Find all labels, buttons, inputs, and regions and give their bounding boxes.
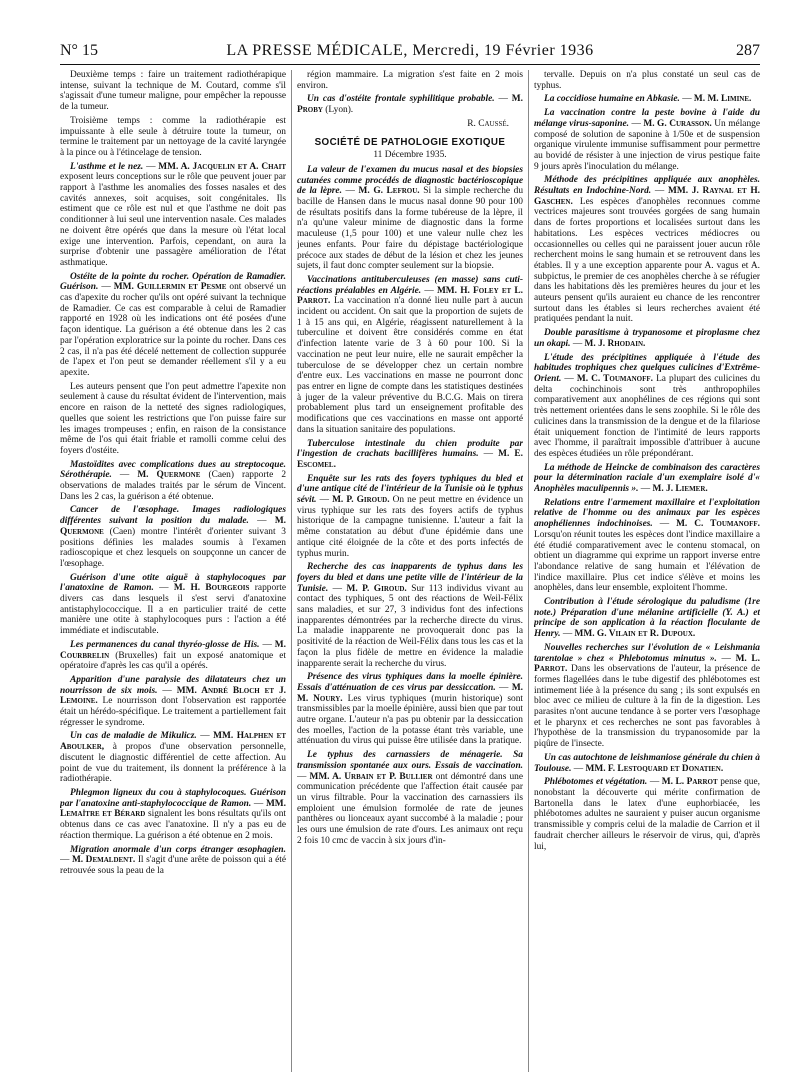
- abstract-entry: Phlegmon ligneux du cou à staphylocoques. Guérison par l'anatoxine anti-staphylococcique de Ramon. — MM. Lemaître et Bérard signalent les bons résultats qu'ils ont obtenus dans ce cas avec l'anatoxine. Il n'y a pas eu de réaction thermique. La guérison a été obtenue en 2 mois.: [60, 788, 286, 841]
- abstract-title: Double parasitisme à trypanosome et piroplasme chez un okapi.: [534, 328, 760, 349]
- abstract-text: ont observé un cas d'apexite du rocher qu'ils ont opéré suivant la technique de Ramadier. Ce cas est comparable à celui de Ramadier rapporté en 1928 où les indications ont été posées d'une façon identique. La guérison a été obtenue dans les 2 cas par l'opération exploratrice sur la pointe du rocher. Dans ces 2 cas, il n'a pas été décelé nettement de collection suppurée de l'apex et l'on peut se demander réellement s'il y a eu apexite.: [60, 282, 286, 378]
- abstract-entry: Recherche des cas inapparents de typhus dans les foyers du bled et dans une petite ville de l'intérieur de la Tunisie. — M. P. Giroud. Sur 113 individus vivant au contact des typhiques, 5 ont des réactions de Weil-Félix sans maladies, et sur 27, 3 individus font des infections inapparentes démontrées par la recherche directe du virus. La maladie inapparente ne provoquerait donc pas la positivité de la réaction de Weil-Félix dans tous les cas et la façon la plus fidèle de mettre en évidence la maladie inapparente serait la recherche du virus.: [297, 562, 523, 669]
- abstract-text: exposent leurs conceptions sur le rôle que peuvent jouer par rapport à l'asthme les anomalies des fosses nasales et des cavités annexes, soit acquises, soit congénitales. Ils estiment que ce rôle est nul et que l'asthme ne doit pas conditionner à lui seul une intervention nasale. Ces malades ne doivent être opérés que dans la mesure où l'état local exige une intervention. Parfois, cependant, on aura la surprise d'obtenir une passagère amélioration de l'état asthmatique.: [60, 172, 286, 268]
- abstract-entry: Un cas autochtone de leishmaniose générale du chien à Toulouse. — MM. F. Lestoquard et Donatien.: [534, 752, 760, 774]
- abstract-authors: MM. Lemaître et Bérard: [60, 798, 286, 820]
- abstract-title: Apparition d'une paralysie des dilatateurs chez un nourrisson de six mois.: [60, 674, 286, 696]
- abstract-authors: M. Proby: [297, 94, 523, 116]
- abstract-text: tervalle. Depuis on n'a plus constaté un seul cas de typhus.: [534, 70, 760, 91]
- abstract-title: Tuberculose intestinale du chien produite par l'ingestion de crachats bacillifères humains.: [297, 438, 523, 460]
- abstract-title: Les permanences du canal thyréo-glosse de His.: [70, 639, 260, 650]
- abstract-authors: M. E. Escomel.: [297, 449, 523, 470]
- paragraph: [534, 70, 760, 91]
- abstract-text: Deuxième temps : faire un traitement radiothérapique intense, suivant la technique de M. Coutard, comme s'il s'agissait d'une tumeur maligne, pour empêcher la repousse de la tumeur.: [60, 70, 286, 113]
- abstract-authors: M. C. Toumanoff.: [576, 373, 653, 384]
- abstract-entry: Cancer de l'œsophage. Images radiologiques différentes suivant la position du malade. — M. Quermone (Caen) montre l'intérêt d'orienter suivant 3 positions définies les malades soumis à l'examen radioscopique et chez lesquels on soupçonne un cancer de l'œsophage.: [60, 505, 286, 569]
- abstract-title: L'étude des précipitines appliquée à l'étude des habitudes trophiques chez quelques culicines d'Extrême-Orient.: [534, 352, 760, 384]
- abstract-text: ont démontré dans une communication précédente que l'affection était causée par un virus filtrable. Pour la vaccination des carnassiers ils emploient une émulsion formolée de rate de jeunes panthères ou lionceaux ayant succombé à la maladie ; pour les ours une émulsion de rate d'ours. Les animaux ont reçu 2 fois 10 cmc de vaccin à six jours d'in-: [297, 771, 523, 846]
- issue-number: N° 15: [60, 42, 98, 59]
- abstract-title: Cancer de l'œsophage. Images radiologiques différentes suivant la position du malade.: [60, 505, 286, 527]
- abstract-authors: MM. André Bloch et J. Lemoine.: [60, 685, 286, 707]
- issue-date: Mercredi, 19 Février 1936: [412, 42, 594, 59]
- abstract-authors: M. L. Parrot: [661, 777, 718, 788]
- abstract-text: à propos d'une observation personnelle, discutent le diagnostic différentiel de cette affection. Au point de vue du traitement, ils donnent la préférence à la radiothérapie.: [60, 742, 286, 785]
- abstract-text: Si la simple recherche du bacille de Hansen dans le mucus nasal donne 90 pour 100 de résultats positifs dans la forme tubéreuse de la lèpre, il n'a qu'une valeur minime de diagnostic dans la forme maculeuse (1,5 pour 100) et une valeur nulle chez les jeunes enfants. Pour faire du dépistage bactériologique précoce aux stades de début de la lésion et chez les jeunes sujets, il faut donc compter seulement sur la biopsie.: [297, 186, 523, 272]
- abstract-authors: M. L. Parrot.: [534, 653, 760, 675]
- abstract-authors: M. Courbrelin: [60, 639, 286, 661]
- paragraph: [297, 70, 523, 91]
- abstract-text: Les espèces d'anophèles reconnues comme vectrices majeures sont trouvées gorgées de sang humain dans de fortes proportions et localisées surtout dans les habitations. Les espèces vectrices médiocres ou occasionnelles ou celles qui ne paraissent jouer aucun rôle recherchent moins le sang humain et se retrouvent dans les étables. Il y a une exception apparente pour A. vagus et A. subpictus, le premier de ces anophèles cherche à se réfugier dans les habitations dès les premières heures du jour et les auteurs pensent qu'ils auraient eu chance de les rencontrer surtout dans les étables si leurs recherches avaient été pratiquées pendant la nuit.: [534, 196, 760, 325]
- abstract-entry: Le typhus des carnassiers de ménagerie. Sa transmission spontanée aux ours. Essais de vaccination. — MM. A. Urbain et P. Bullier ont démontré dans une communication précédente que l'affection était causée par un virus filtrable. Pour la vaccination des carnassiers ils emploient une émulsion formolée de rate de jeunes panthères ou lionceaux ayant succombé à la maladie ; pour les ours une émulsion de rate d'ours. Les animaux ont reçu 2 fois 10 cmc de vaccin à six jours d'in-: [297, 750, 523, 846]
- abstract-authors: MM. J. Raynal et H. Gaschen.: [534, 186, 760, 207]
- abstract-entry: Double parasitisme à trypanosome et piroplasme chez un okapi. — M. J. Rhodain.: [534, 328, 760, 349]
- abstract-entry: Les permanences du canal thyréo-glosse de His. — M. Courbrelin (Bruxelles) fait un exposé anatomique et opératoire d'après les cas qu'il a opérés.: [60, 639, 286, 672]
- abstract-entry: La coccidiose humaine en Abkasie. — M. M. Limine.: [544, 94, 752, 105]
- abstract-entry: Contribution à l'étude sérologique du paludisme (1re note.) Préparation d'une mélanine artificielle (Y. A.) et principe de son application à la réaction floculante de Henry. — MM. G. Vilain et R. Dupoux.: [534, 597, 760, 640]
- abstract-title: Ostéite de la pointe du rocher. Opération de Ramadier. Guérison.: [60, 271, 286, 293]
- page-header: [60, 40, 760, 65]
- abstract-entry: Tuberculose intestinale du chien produite par l'ingestion de crachats bacillifères humains. — M. E. Escomel.: [297, 438, 523, 470]
- abstract-title: Phlegmon ligneux du cou à staphylocoques. Guérison par l'anatoxine anti-staphylococcique de Ramon.: [60, 788, 286, 809]
- abstract-entry: La vaccination contre la peste bovine à l'aide du mélange virus-saponine. — M. G. Curasson. Un mélange composé de solution de saponine à 1/50e et de suspension organique virulente immunise suffisamment pour permettre au bovidé de résister à une injection de virus pestique faite 9 jours après l'inoculation du mélange.: [534, 108, 760, 172]
- abstract-text: Troisième temps : comme la radiothérapie est impuissante à elle seule à détruire toute la tumeur, on termine le traitement par un nettoyage de la cavité laryngée à la pince ou à l'étincelage de tension.: [60, 115, 286, 158]
- abstract-title: Présence des virus typhiques dans la moelle épinière. Essais d'atténuation de ces virus par dessiccation.: [297, 672, 523, 693]
- session-date: 11 Décembre 1935.: [373, 150, 447, 161]
- abstract-authors: MM. A. Jacquelin et A. Chait: [158, 161, 286, 172]
- abstract-title: Un cas d'ostéite frontale syphilitique probable.: [307, 94, 495, 105]
- abstract-entry: Vaccinations antituberculeuses (en masse) sans cuti-réactions préalables en Algérie. — MM. H. Foley et L. Parrot. La vaccination n'a donné lieu nulle part à aucun incident ou accident. On sait que la proportion de sujets de 1 à 15 ans qui, en Algérie, réagissent naturellement à la tuberculine et doivent être considérés comme en état d'infection latente varie de 3 à 60 pour 100. Si la vaccination ne peut leur nuire, elle ne saurait empêcher la tuberculose de se développer chez un certain nombre d'entre eux. Les vaccinations en masse ne pourront donc pas entrer en ligne de compte dans les statistiques destinées à juger de la valeur préventive du B.C.G. Mais on tirera probablement plus tard un enseignement profitable des modifications que ces vaccinations en masse ont apporté dans la situation sanitaire des populations.: [297, 274, 523, 435]
- abstract-authors: M. Quermone: [137, 470, 201, 481]
- abstract-authors: M. H. Bourgeois: [173, 583, 250, 594]
- paragraph: [60, 116, 286, 159]
- section-heading: SOCIÉTÉ DE PATHOLOGIE EXOTIQUE: [314, 136, 506, 148]
- abstract-authors: M. C. Toumanoff.: [676, 519, 760, 530]
- abstract-authors: M. M. Limine.: [693, 94, 752, 105]
- abstract-title: Un cas autochtone de leishmaniose générale du chien à Toulouse.: [534, 752, 760, 774]
- abstract-authors: MM. Guillermin et Pesme: [113, 282, 227, 293]
- abstract-entry: Guérison d'une otite aiguë à staphylocoques par l'anatoxine de Ramon. — M. H. Bourgeois rapporte divers cas dans lesquels il s'est servi d'anatoxine antistaphylococcique. Il a en particulier traité de cette manière une otite à staphylocoques purs : l'action a été immédiate et indiscutable.: [60, 572, 286, 637]
- abstract-text: Sur 113 individus vivant au contact des typhiques, 5 ont des réactions de Weil-Félix sans maladies, et sur 27, 3 individus font des infections inapparentes démontrées par la recherche directe du virus. La maladie inapparente ne provoquerait donc pas la positivité de la réaction de Weil-Félix dans tous les cas et la façon la plus fidèle de mettre en évidence la maladie inapparente serait la recherche du virus.: [297, 583, 523, 669]
- abstract-entry: Mastoïdites avec complications dues au streptocoque. Sérothérapie. — M. Quermone (Caen) rapporte 2 observations de malades traités par le sérum de Vincent. Dans les 2 cas, la guérison a été obtenue.: [60, 459, 286, 502]
- abstract-entry: La méthode de Heincke de combinaison des caractères pour la détermination raciale d'un exemplaire isolé d'« Anophèles maculipennis ». — M. J. Liemer.: [534, 462, 760, 495]
- abstract-title: Le typhus des carnassiers de ménagerie. Sa transmission spontanée aux ours. Essais de vaccination.: [297, 750, 523, 771]
- abstract-entry: Relations entre l'armement maxillaire et l'exploitation relative de l'homme ou des animaux par les espèces anophéliennes indochinoises. — M. C. Toumanoff. Lorsqu'on réunit toutes les espèces dont l'indice maxillaire a été étudié comparativement avec le contenu stomacal, on obtient un diagramme qui exprime un rapport inverse entre l'abondance relative de sang humain et l'élévation de l'indice maxillaire. Plus cet indice s'élève et moins les anophèles, dans leur ensemble, exploitent l'homme.: [534, 497, 760, 594]
- abstract-title: La coccidiose humaine en Abkasie.: [544, 94, 680, 105]
- abstract-entry: Un cas d'ostéite frontale syphilitique probable. — M. Proby (Lyon).: [297, 94, 523, 116]
- abstract-entry: Phlébotomes et végétation. — M. L. Parrot pense que, nonobstant la découverte qui mérite confirmation de Bartonella dans le latex d'une euphorbiacée, les phlébotomes adultes ne sauraient y puiser aucun organisme transmissible y compris celui de la maladie de Carrion et il faudrait chercher ailleurs le réservoir de virus, qui, d'après lui,: [534, 777, 760, 852]
- abstract-title: Migration anormale d'un corps étranger œsophagien.: [70, 844, 286, 855]
- abstract-title: Contribution à l'étude sérologique du paludisme (1re note.) Préparation d'une mélanine artificielle (Y. A.) et principe de son application à la réaction floculante de Henry.: [534, 597, 760, 640]
- abstract-entry: La valeur de l'examen du mucus nasal et des biopsies cutanées comme procédés de diagnostic bactérioscopique de la lèpre. — M. G. Lefrou. Si la simple recherche du bacille de Hansen dans le mucus nasal donne 90 pour 100 de résultats positifs dans la forme tubéreuse de la lèpre, il n'a qu'une valeur minime de diagnostic dans la forme maculeuse (1,5 pour 100) et une valeur nulle chez les jeunes enfants. Pour faire du dépistage bactériologique précoce aux stades de début de la lésion et chez les jeunes sujets, il faut donc compter seulement sur la biopsie.: [297, 164, 523, 272]
- abstract-authors: MM. H. Foley et L. Parrot.: [297, 285, 523, 307]
- abstract-entry: Apparition d'une paralysie des dilatateurs chez un nourrisson de six mois. — MM. André Bloch et J. Lemoine. Le nourrisson dont l'observation est rapportée était un hérédo-spécifique. Le traitement a partiellement fait régresser le syndrome.: [60, 674, 286, 728]
- abstract-text: Dans les observations de l'auteur, la présence de formes flagellées dans le tube digestif des phlébotomes est intimement liée à la présence du sang ; ils sont expulsés en bloc avec ce milieu de culture à la fin de la digestion. Les parasites n'ont aucune tendance à se porter vers l'œsophage et le pharynx et ces recherches ne sont pas favorables à l'hypothèse de la transmission du trypanosomide par la piqûre de l'insecte.: [534, 664, 760, 750]
- abstract-text: (Caen) montre l'intérêt d'orienter suivant 3 positions définies les malades soumis à l'examen radioscopique et chez lesquels on soupçonne un cancer de l'œsophage.: [60, 526, 286, 569]
- abstract-authors: M. Demaldent.: [71, 855, 136, 866]
- abstract-title: Relations entre l'armement maxillaire et l'exploitation relative de l'homme ou des animaux par les espèces anophéliennes indochinoises.: [534, 497, 760, 530]
- abstract-title: Phlébotomes et végétation.: [544, 777, 648, 788]
- abstract-title: Nouvelles recherches sur l'évolution de « Leishmania tarentolae » chez « Phlebotomus minutus ».: [534, 642, 760, 664]
- abstract-text: Il s'agit d'une arête de poisson qui a été retrouvée sous la peau de la: [60, 855, 286, 876]
- abstract-authors: M. G. Curasson.: [643, 118, 712, 129]
- abstract-text: Les virus typhiques (murin historique) sont transmissibles par la moelle épinière, aussi bien que par tout autre organe. L'auteur n'a pas pu obtenir par la dessiccation des moelles, l'action de la potasse étant très variable, une atténuation du virus qui puisse être utilisée dans la pratique.: [297, 693, 523, 747]
- abstract-title: Un cas de maladie de Mikulicz.: [70, 731, 197, 742]
- abstract-text: région mammaire. La migration s'est faite en 2 mois environ.: [297, 70, 523, 91]
- abstract-authors: M. J. Rhodain.: [584, 338, 646, 349]
- article-body: [60, 70, 760, 1072]
- abstract-authors: MM. Halphen et Aboulker,: [60, 731, 286, 753]
- abstract-text: (Bruxelles) fait un exposé anatomique et opératoire d'après les cas qu'il a opérés.: [60, 650, 286, 672]
- abstract-text: Un mélange composé de solution de saponine à 1/50e et de suspension organique virulente immunise suffisamment pour permettre au bovidé de résister à une injection de virus pestique faite 9 jours après l'inoculation du mélange.: [534, 118, 760, 172]
- paragraph: [60, 70, 286, 113]
- abstract-text: Lorsqu'on réunit toutes les espèces dont l'indice maxillaire a été étudié comparativement avec le contenu stomacal, on obtient un diagramme qui exprime un rapport inverse entre l'abondance relative de sang humain et l'élévation de l'indice maxillaire. Plus cet indice s'élève et moins les anophèles, dans leur ensemble, exploitent l'homme.: [534, 529, 760, 594]
- abstract-authors: M. G. Lefrou.: [358, 186, 420, 197]
- abstract-authors: M. P. Giroud.: [346, 583, 407, 594]
- abstract-entry: Présence des virus typhiques dans la moelle épinière. Essais d'atténuation de ces virus par dessiccation. — M. M. Noury. Les virus typhiques (murin historique) sont transmissibles par la moelle épinière, aussi bien que par tout autre organe. L'auteur n'a pas pu obtenir par la dessiccation des moelles, l'action de la potasse étant très variable, une atténuation du virus qui puisse être utilisée dans la pratique.: [297, 672, 523, 747]
- abstract-entry: Méthode des précipitines appliquée aux anophèles. Résultats en Indochine-Nord. — MM. J. Raynal et H. Gaschen. Les espèces d'anophèles reconnues comme vectrices majeures sont trouvées gorgées de sang humain dans de fortes proportions et localisées surtout dans les habitations. Les espèces vectrices médiocres ou occasionnelles ou celles qui ne paraissent jouer aucun rôle recherchent moins le sang humain et se retrouvent dans les étables. Il y a une exception apparente pour A. vagus et A. subpictus, le premier de ces anophèles cherche à se réfugier dans les habitations dès les premières heures du jour et les auteurs pensent qu'ils auraient eu chance de les rencontrer surtout dans les étables si leurs recherches avaient été pratiquées pendant la nuit.: [534, 175, 760, 325]
- abstract-text: On ne peut mettre en évidence un virus typhique sur les rats des foyers actifs de typhus historique de la campagne tunisienne. L'auteur a fait la même constatation au début d'une épidémie dans une antique cité éloignée de la côte et des ports infectés de typhus murin.: [297, 495, 523, 559]
- abstract-text: rapporte divers cas dans lesquels il s'est servi d'anatoxine antistaphylococcique. Il a en particulier traité de cette manière une otite à staphylocoques purs : l'action a été immédiate et indiscutable.: [60, 583, 286, 637]
- masthead: [60, 42, 760, 60]
- abstract-authors: M. P. Giroud.: [332, 495, 390, 506]
- abstract-entry: Ostéite de la pointe du rocher. Opération de Ramadier. Guérison. — MM. Guillermin et Pesme ont observé un cas d'apexite du rocher qu'ils ont opéré suivant la technique de Ramadier. Ce cas est comparable à celui de Ramadier rapporté en 1928 où les indications ont été posées d'une façon identique. La guérison a été obtenue dans les 2 cas par l'opération exploratrice sur la pointe du rocher. Dans ces 2 cas, il n'a pas été décelé nettement de collection suppurée de l'apex et l'on peut se demander réellement s'il y a eu apexite.: [60, 271, 286, 378]
- abstract-authors: M. M. Noury.: [297, 682, 523, 704]
- abstract-text: La vaccination n'a donné lieu nulle part à aucun incident ou accident. On sait que la proportion de sujets de 1 à 15 ans qui, en Algérie, réagissent naturellement à la tuberculine et doivent être considérés comme en état d'infection latente varie de 3 à 60 pour 100. Si la vaccination ne peut leur nuire, elle ne saurait empêcher la tuberculose de se développer chez un certain nombre d'entre eux. Les vaccinations en masse ne pourront donc pas entrer en ligne de compte dans les statistiques destinées à juger de la valeur préventive du B.C.G. Mais on tirera probablement plus tard un enseignement profitable des modifications que ces vaccinations en masse ont apporté dans la situation sanitaire des populations.: [297, 296, 523, 435]
- abstract-entry: Nouvelles recherches sur l'évolution de « Leishmania tarentolae » chez « Phlebotomus minutus ». — M. L. Parrot. Dans les observations de l'auteur, la présence de formes flagellées dans le tube digestif des phlébotomes est intimement liée à la présence du sang ; ils sont expulsés en bloc avec ce milieu de culture à la fin de la digestion. Les parasites n'ont aucune tendance à se porter vers l'œsophage et le pharynx et ces recherches ne sont pas favorables à l'hypothèse de la transmission du trypanosomide par la piqûre de l'insecte.: [534, 642, 760, 750]
- abstract-authors: M. J. Liemer.: [652, 484, 708, 495]
- abstract-text: (Lyon).: [325, 105, 354, 116]
- column-2: [297, 70, 523, 1072]
- abstract-title: Guérison d'une otite aiguë à staphylocoques par l'anatoxine de Ramon.: [60, 572, 286, 594]
- abstract-title: La méthode de Heincke de combinaison des caractères pour la détermination raciale d'un exemplaire isolé d'« Anophèles maculipennis ».: [534, 462, 760, 495]
- abstract-title: Mastoïdites avec complications dues au streptocoque. Sérothérapie.: [60, 459, 286, 481]
- abstract-title: Recherche des cas inapparents de typhus dans les foyers du bled et dans une petite ville de l'intérieur de la Tunisie.: [297, 562, 523, 594]
- page-number: 287: [736, 42, 760, 59]
- abstract-authors: M. Quermone: [60, 516, 286, 537]
- paragraph: [60, 382, 286, 457]
- abstract-title: La vaccination contre la peste bovine à l'aide du mélange virus-saponine.: [534, 108, 760, 129]
- abstract-text: Le nourrisson dont l'observation est rapportée était un hérédo-spécifique. Le traitement a partiellement fait régresser le syndrome.: [60, 696, 286, 728]
- abstract-title: Méthode des précipitines appliquée aux anophèles. Résultats en Indochine-Nord.: [534, 175, 760, 197]
- abstract-text: signalent les bons résultats qu'ils ont obtenus dans ce cas avec l'anatoxine. Il n'y a pas eu de réaction thermique. La guérison a été obtenue en 2 mois.: [60, 809, 286, 841]
- abstract-authors: MM. G. Vilain et R. Dupoux.: [574, 629, 696, 640]
- abstract-title: Vaccinations antituberculeuses (en masse) sans cuti-réactions préalables en Algérie.: [297, 274, 523, 296]
- column-1: [60, 70, 286, 1072]
- abstract-title: L'asthme et le nez.: [70, 161, 144, 172]
- abstract-title: La valeur de l'examen du mucus nasal et des biopsies cutanées comme procédés de diagnostic bactérioscopique de la lèpre.: [297, 164, 523, 197]
- abstract-entry: L'étude des précipitines appliquée à l'étude des habitudes trophiques chez quelques culicines d'Extrême-Orient. — M. C. Toumanoff. La plupart des culicines du delta cochinchinois sont très anthropophiles comparativement aux anophélines de ces régions qui sont très nettement orientées dans le sens zoophile. Si le rôle des culicines dans la transmission de la dengue et de la filariose était uniquement fonction de l'intimité de leurs rapports avec l'homme, il paraîtrait impossible d'attribuer à aucune des espèces étudiées un rôle prépondérant.: [534, 352, 760, 459]
- abstract-entry: Enquête sur les rats des foyers typhiques du bled et d'une antique cité de l'intérieur de la Tunisie où le typhus sévit. — M. P. Giroud. On ne peut mettre en évidence un virus typhique sur les rats des foyers actifs de typhus historique de la campagne tunisienne. L'auteur a fait la même constatation au début d'une épidémie dans une antique cité éloignée de la côte et des ports infectés de typhus murin.: [297, 473, 523, 559]
- abstract-text: La plupart des culicines du delta cochinchinois sont très anthropophiles comparativement aux anophélines de ces régions qui sont très nettement orientées dans le sens zoophile. Si le rôle des culicines dans la transmission de la dengue et de la filariose était uniquement fonction de l'intimité de leurs rapports avec l'homme, il paraîtrait impossible d'attribuer à aucune des espèces étudiées un rôle prépondérant.: [534, 373, 760, 459]
- abstract-title: Enquête sur les rats des foyers typhiques du bled et d'une antique cité de l'intérieur de la Tunisie où le typhus sévit.: [297, 473, 523, 506]
- abstract-text: pense que, nonobstant la découverte qui mérite confirmation de Bartonella dans le latex d'une euphorbiacée, les phlébotomes adultes ne sauraient y puiser aucun organisme transmissible y compris celui de la maladie de Carrion et il faudrait chercher ailleurs le réservoir de virus, qui, d'après lui,: [534, 777, 760, 852]
- abstract-text: Les auteurs pensent que l'on peut admettre l'apexite non seulement à cause du résultat évident de l'intervention, mais encore en raison de la netteté des signes radiologiques, quelles que soient les restrictions que l'on puisse faire sur les images trompeuses ; enfin, en raison de la consistance même de l'os qui était friable et ramolli comme celui des foyers d'ostéite.: [60, 381, 286, 456]
- publication-name: LA PRESSE MÉDICALE,: [226, 42, 408, 59]
- abstract-text: (Caen) rapporte 2 observations de malades traités par le sérum de Vincent. Dans les 2 cas, la guérison a été obtenue.: [60, 470, 286, 502]
- abstract-authors: MM. F. Lestoquard et Donatien.: [585, 763, 724, 774]
- abstract-authors: MM. A. Urbain et P. Bullier: [309, 771, 433, 782]
- column-3: [534, 70, 760, 1072]
- abstract-entry: L'asthme et le nez. — MM. A. Jacquelin et A. Chait exposent leurs conceptions sur le rôle que peuvent jouer par rapport à l'asthme les anomalies des fosses nasales et des cavités annexes, soit acquises, soit congénitales. Ils estiment que ce rôle est nul et que l'asthme ne doit pas conditionner à lui seul une intervention nasale. Ces malades ne doivent être opérés que dans la mesure où l'état local exige une intervention. Parfois, cependant, on aura la surprise d'obtenir une passagère amélioration de l'état asthmatique.: [60, 161, 286, 268]
- abstract-entry: Migration anormale d'un corps étranger œsophagien. — M. Demaldent. Il s'agit d'une arête de poisson qui a été retrouvée sous la peau de la: [60, 844, 286, 876]
- abstract-entry: Un cas de maladie de Mikulicz. — MM. Halphen et Aboulker, à propos d'une observation personnelle, discutent le diagnostic différentiel de cette affection. Au point de vue du traitement, ils donnent la préférence à la radiothérapie.: [60, 731, 286, 785]
- signature: R. Caussé.: [467, 118, 509, 129]
